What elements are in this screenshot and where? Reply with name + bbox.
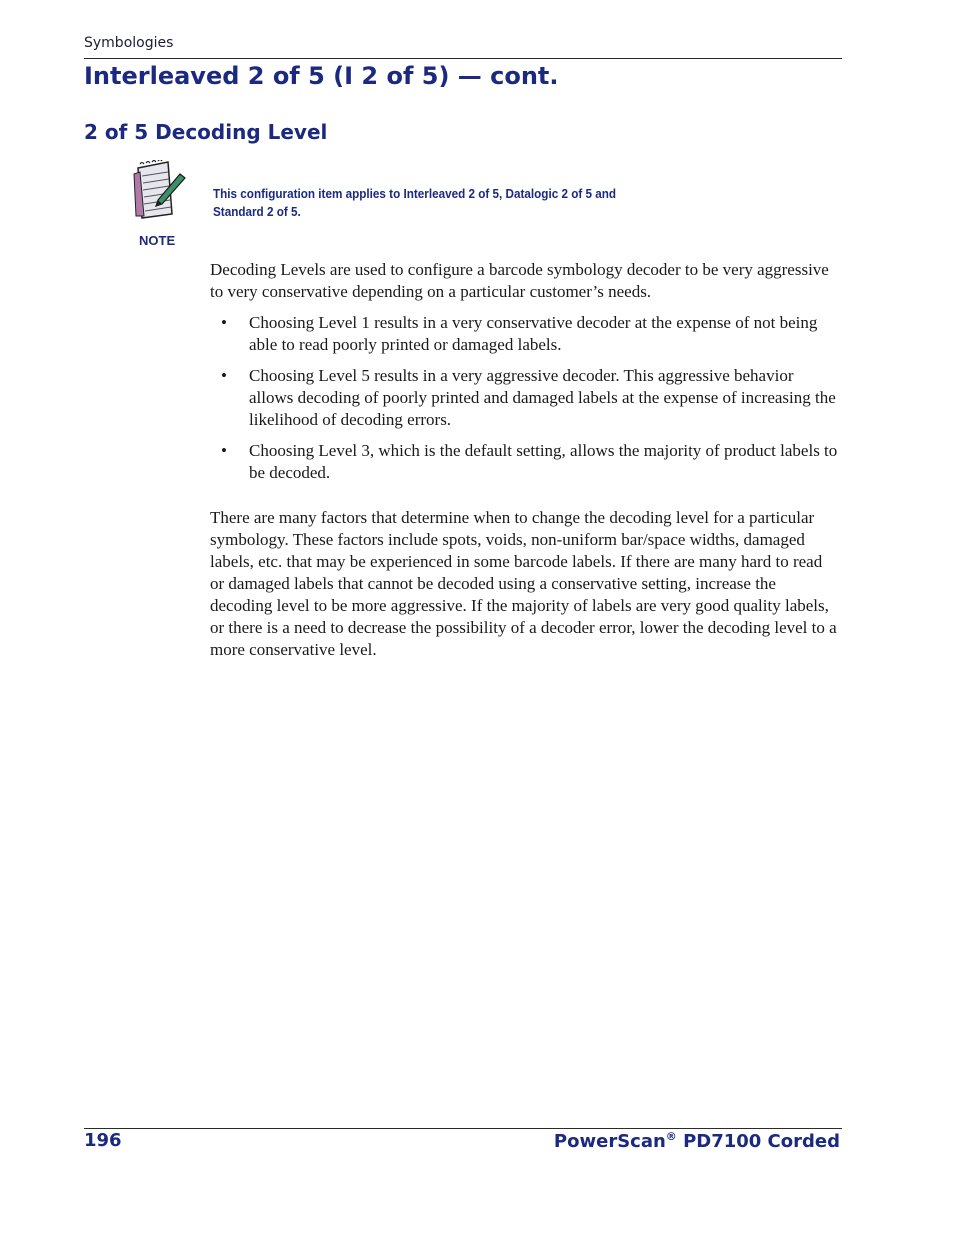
note-label: NOTE bbox=[139, 233, 176, 248]
list-item bbox=[210, 365, 840, 431]
header-rule bbox=[84, 58, 842, 59]
bullet-marker: • bbox=[221, 366, 227, 385]
list-item-text: Choosing Level 1 results in a very conservative decoder at the expense of not being able to read poorly printed or damaged labels. bbox=[249, 313, 818, 354]
note-pad-pen-icon bbox=[132, 160, 188, 220]
note-text-line-1: This configuration item applies to Interleaved 2 of 5, Datalogic 2 of 5 and bbox=[213, 186, 617, 201]
registered-mark: ® bbox=[665, 1130, 677, 1143]
section-title: 2 of 5 Decoding Level bbox=[84, 120, 328, 144]
list-item bbox=[210, 440, 840, 484]
page-number: 196 bbox=[84, 1130, 122, 1151]
decoding-level-list bbox=[210, 312, 840, 484]
body-content bbox=[210, 259, 840, 661]
footer-product-title bbox=[554, 1130, 840, 1152]
page-title: Interleaved 2 of 5 (I 2 of 5) — cont. bbox=[84, 62, 559, 90]
running-header: Symbologies bbox=[84, 35, 174, 51]
list-item-text: Choosing Level 3, which is the default setting, allows the majority of product labels to be decoded. bbox=[249, 441, 838, 482]
factors-paragraph: There are many factors that determine when to change the decoding level for a particular symbology. These factors include spots, voids, non-uniform bar/space widths, damaged labels, etc. that may be experienced in some barcode labels. If there are many hard to read or damaged labels that cannot be decoded using a conservative setting, increase the decoding level to be more aggressive. If the majority of labels are very good quality labels, or there is a need to decrease the possibility of a decoder error, lower the decoding level to a more conservative level. bbox=[210, 508, 837, 659]
note-text-line-2: Standard 2 of 5. bbox=[213, 204, 301, 219]
bullet-marker: • bbox=[221, 441, 227, 460]
list-item bbox=[210, 312, 840, 356]
footer-rule bbox=[84, 1128, 842, 1129]
bullet-marker: • bbox=[221, 313, 227, 332]
list-item-text: Choosing Level 5 results in a very aggressive decoder. This aggressive behavior allows decoding of poorly printed and damaged labels at the expense of increasing the likelihood of decoding errors. bbox=[249, 366, 836, 429]
product-model: PD7100 Corded bbox=[676, 1131, 840, 1152]
product-name: PowerScan bbox=[553, 1131, 666, 1152]
intro-paragraph: Decoding Levels are used to configure a barcode symbology decoder to be very aggressive to very conservative depending on a particular customer’s needs. bbox=[210, 260, 829, 301]
note-text bbox=[213, 185, 636, 221]
